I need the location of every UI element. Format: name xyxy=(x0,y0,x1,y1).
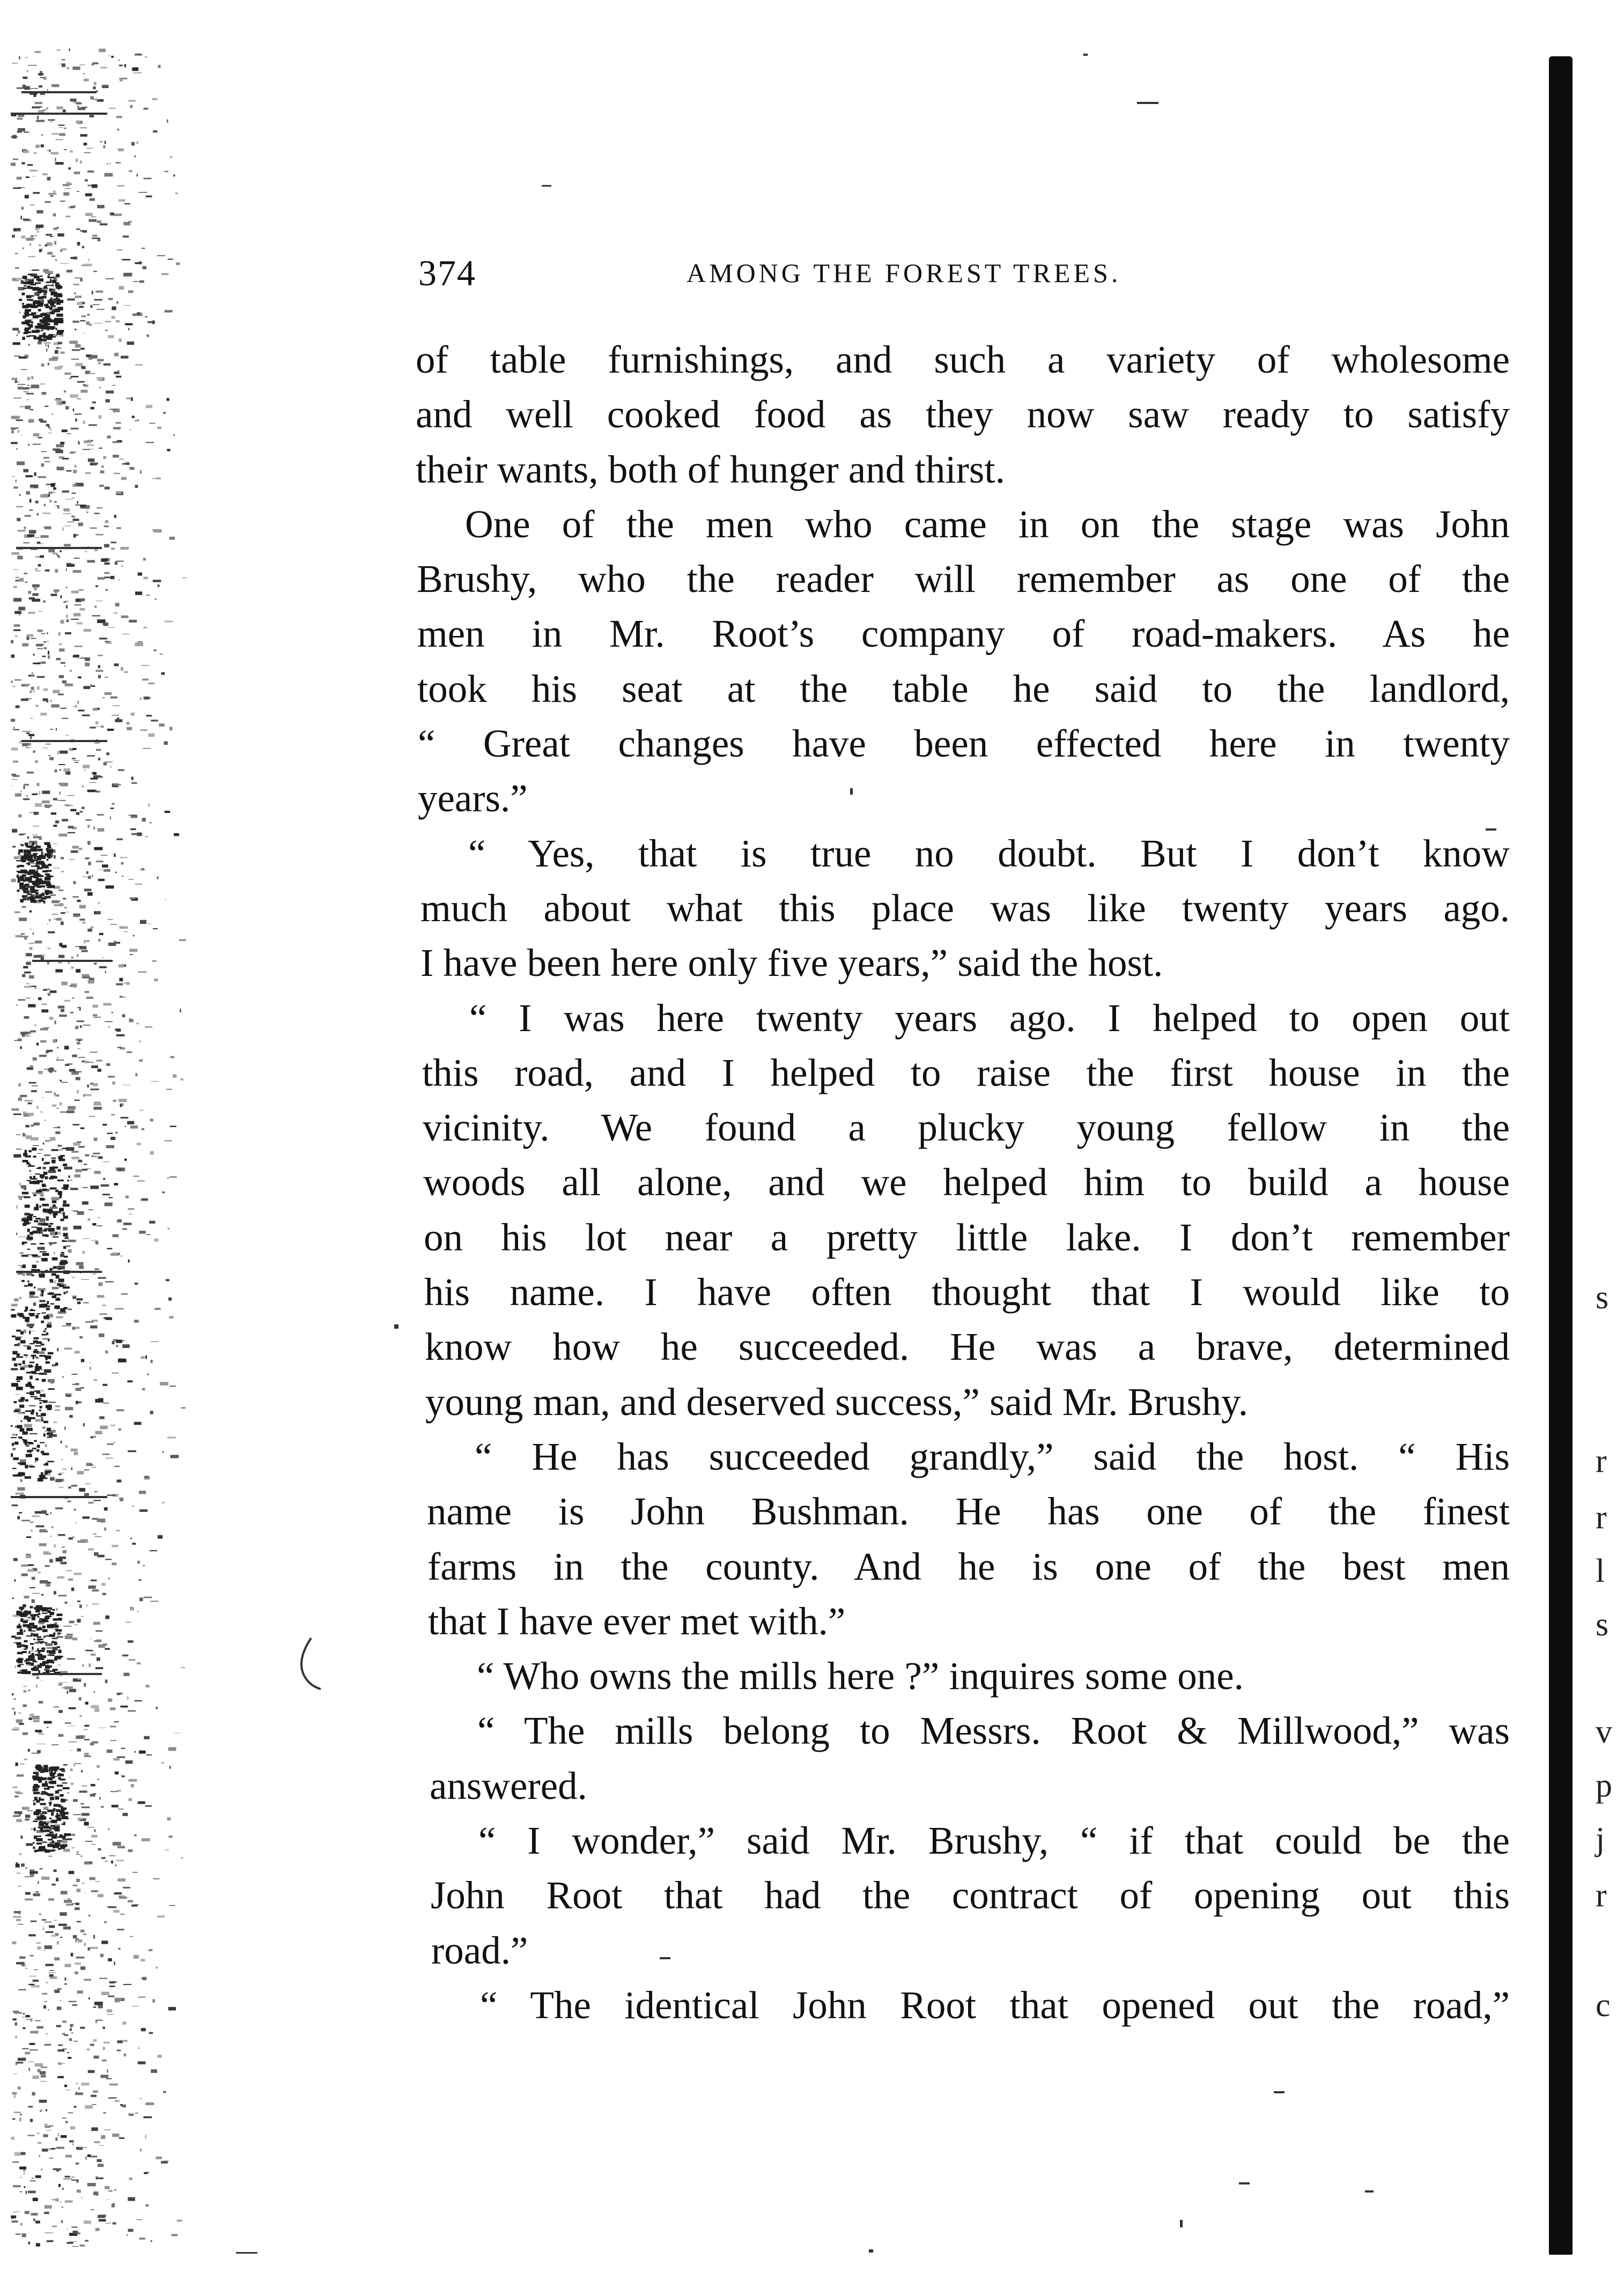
fragment-letter: c xyxy=(1596,1987,1611,2024)
body-text xyxy=(416,332,1510,2033)
fragment-letter: v xyxy=(1596,1714,1612,1750)
stray-bracket-mark xyxy=(290,1635,322,1694)
text-line: his name. I have often thought that I would like to xyxy=(424,1270,1510,1314)
fragment-letter: j xyxy=(1596,1821,1605,1857)
text-line: men in Mr. Root’s company of road-makers. As he xyxy=(417,612,1510,656)
scan-speck xyxy=(869,2249,873,2253)
binding-edge xyxy=(1549,56,1573,2255)
text-line: took his seat at the table he said to the landlord, xyxy=(417,666,1510,710)
text-line: know how he succeeded. He was a brave, determined xyxy=(425,1325,1510,1369)
text-line: John Root that had the contract of opening out this xyxy=(431,1873,1510,1917)
text-line: “ Who owns the mills here ?” inquires some one. xyxy=(477,1654,1244,1698)
fragment-letter: p xyxy=(1596,1767,1612,1804)
fragment-letter: s xyxy=(1596,1279,1609,1316)
text-line: “ I wonder,” said Mr. Brushy, “ if that could be the xyxy=(478,1819,1510,1863)
facing-page-fragments xyxy=(1596,0,1622,2296)
fragment-letter: r xyxy=(1596,1443,1607,1479)
scan-speck xyxy=(1274,2091,1285,2093)
scan-speck xyxy=(394,1324,398,1329)
text-line: on his lot near a pretty little lake. I don’t remember xyxy=(424,1215,1510,1259)
scan-speck xyxy=(1365,2190,1374,2193)
fragment-letter: l xyxy=(1596,1553,1605,1589)
text-line: vicinity. We found a plucky young fellow in the xyxy=(423,1106,1510,1150)
scan-speck xyxy=(1137,102,1158,104)
page-number: 374 xyxy=(418,253,476,293)
running-head xyxy=(418,252,1298,295)
text-line: of table furnishings, and such a variety of wholesome xyxy=(416,338,1510,381)
text-line: woods all alone, and we helped him to build a house xyxy=(423,1160,1510,1204)
text-line: One of the men who came in on the stage was John xyxy=(465,502,1510,546)
fragment-letter: s xyxy=(1596,1606,1609,1643)
text-line: young man, and deserved success,” said Mr. Brushy. xyxy=(425,1380,1249,1424)
text-line: “ I was here twenty years ago. I helped to open out xyxy=(469,996,1510,1040)
scan-speck xyxy=(236,2252,257,2254)
scan-speck xyxy=(850,788,853,795)
text-line: years.” xyxy=(418,776,528,820)
text-line: and well cooked food as they now saw ready to satisfy xyxy=(416,392,1510,436)
text-line: their wants, both of hunger and thirst. xyxy=(416,447,1005,491)
text-line: much about what this place was like twenty years ago. xyxy=(420,886,1510,930)
scan-speck xyxy=(1486,828,1496,831)
scan-speck xyxy=(660,1957,670,1959)
text-line: name is John Bushman. He has one of the finest xyxy=(427,1490,1510,1534)
text-line: I have been here only five years,” said the host. xyxy=(420,941,1163,985)
scanned-gutter-noise xyxy=(0,48,225,2247)
text-line: “ The identical John Root that opened out the road,” xyxy=(480,1983,1510,2027)
text-line: that I have ever met with.” xyxy=(428,1599,846,1643)
text-line: “ He has succeeded grandly,” said the host. “ His xyxy=(475,1434,1510,1478)
text-line: “ Great changes have been effected here in twenty xyxy=(418,722,1510,766)
scan-speck xyxy=(542,185,551,187)
scan-speck xyxy=(1083,54,1088,56)
text-line: farms in the county. And he is one of the best men xyxy=(427,1544,1510,1588)
scan-speck xyxy=(1239,2182,1250,2184)
fragment-letter: r xyxy=(1596,1877,1607,1914)
text-line: road.” xyxy=(431,1928,528,1972)
text-line: “ Yes, that is true no doubt. But I don’t know xyxy=(468,831,1510,875)
scan-speck xyxy=(1180,2220,1183,2227)
running-title: AMONG THE FOREST TREES. xyxy=(686,258,1121,288)
fragment-letter: r xyxy=(1596,1499,1607,1536)
text-line: this road, and I helped to raise the first house in the xyxy=(422,1050,1510,1094)
text-line: answered. xyxy=(430,1764,587,1808)
text-line: Brushy, who the reader will remember as one of the xyxy=(417,557,1510,601)
text-line: “ The mills belong to Messrs. Root & Millwood,” was xyxy=(477,1709,1510,1753)
